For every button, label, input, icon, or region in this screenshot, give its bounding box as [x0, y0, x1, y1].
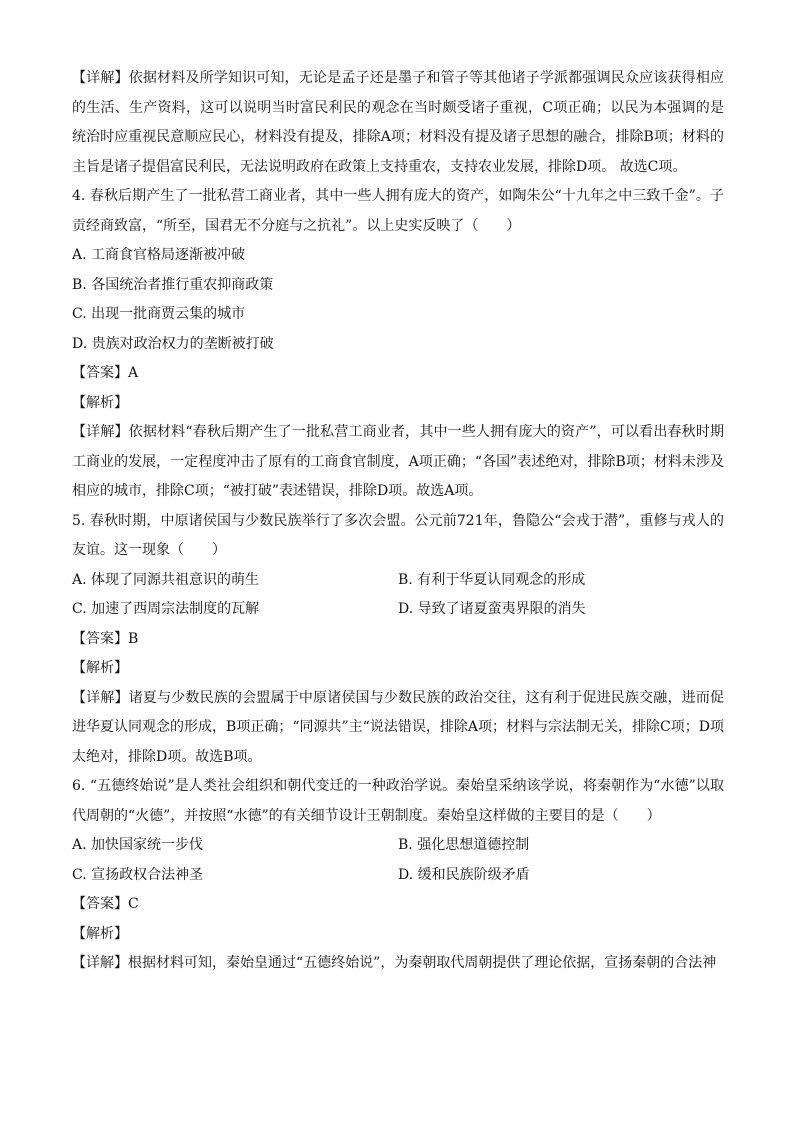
q3-explanation: 【详解】依据材料及所学知识可知，无论是孟子还是墨子和管子等其他诸子学派都强调民众应该获得相应的生活、生产资料，这可以说明当时富民利民的观念在当时颇受诸子重视，C项正确；以民为本强调的是统治时应重视民意顺应民心，材料没有提及，排除A项；材料没有提及诸子思想的融合，排除B项；材料的主旨是诸子提倡富民利民，无法说明政府在政策上支持重农，支持农业发展，排除D项。 故选C项。: [72, 70, 724, 175]
q5-option-b: B. 有利于华夏认同观念的形成: [398, 571, 586, 588]
q6-option-d: D. 缓和民族阶级矛盾: [398, 866, 530, 883]
q6-option-c: C. 宣扬政权合法神圣: [72, 866, 204, 883]
q4-analysis-label: 【解析】: [72, 394, 128, 411]
q6-option-b: B. 强化思想道德控制: [398, 837, 530, 853]
q4-option-d: D. 贵族对政治权力的垄断被打破: [72, 335, 274, 352]
q5-analysis-label: 【解析】: [72, 660, 128, 676]
q6-option-a: A. 加快国家统一步伐: [72, 837, 204, 853]
q6-explanation: 【详解】根据材料可知，秦始皇通过“五德终始说”，为秦朝取代周朝提供了理论依据，宣扬秦朝的合法神: [72, 955, 717, 971]
q6-options-row-2: [72, 861, 724, 891]
q6-analysis-label: 【解析】: [72, 925, 128, 942]
q6-answer: 【答案】C: [72, 896, 139, 912]
q6-stem: 6. “五德终始说”是人类社会组织和朝代变迁的一种政治学说。秦始皇采纳该学说，将秦朝作为“水德”以取代周朝的“火德”，并按照“水德”的有关细节设计王朝制度。秦始皇这样做的主要目的是（ ）: [72, 778, 724, 824]
q5-options-row-2: [72, 595, 724, 625]
q5-explanation: 【详解】诸夏与少数民族的会盟属于中原诸侯国与少数民族的政治交往，这有利于促进民族交融，进而促进华夏认同观念的形成，B项正确；“同源共”主“说法错误，排除A项；材料与宗法制无关，排除C项；D项太绝对，排除D项。故选B项。: [72, 689, 724, 765]
q5-options-row-1: [72, 566, 724, 596]
q4-option-a: A. 工商食官格局逐渐被冲破: [72, 247, 246, 263]
q5-option-d: D. 导致了诸夏蛮夷界限的消失: [398, 601, 586, 617]
q4-explanation: 【详解】依据材料“春秋后期产生了一批私营工商业者，其中一些人拥有庞大的资产”，可以看出春秋时期工商业的发展，一定程度冲击了原有的工商食官制度，A项正确；“各国”表述绝对，排除B项；材料未涉及相应的城市，排除C项；“被打破”表述错误，排除D项。故选A项。: [72, 424, 724, 499]
q5-option-c: C. 加速了西周宗法制度的瓦解: [72, 601, 260, 617]
q4-answer: 【答案】A: [72, 365, 139, 381]
q4-option-c: C. 出现一批商贾云集的城市: [72, 306, 246, 322]
q5-option-a: A. 体现了同源共祖意识的萌生: [72, 571, 260, 588]
document-page: [72, 64, 724, 979]
q5-stem: 5. 春秋时期，中原诸侯国与少数民族举行了多次会盟。公元前721年，鲁隐公“会戎于潜”，重修与戎人的友谊。这一现象（ ）: [72, 512, 724, 558]
q5-answer: 【答案】B: [72, 630, 139, 647]
q4-stem: 4. 春秋后期产生了一批私营工商业者，其中一些人拥有庞大的资产，如陶朱公“十九年之中三致千金”。子贡经商致富，“所至，国君无不分庭与之抗礼”。以上史实反映了（ ）: [72, 188, 724, 234]
q6-options-row-1: [72, 831, 724, 861]
q4-option-b: B. 各国统治者推行重农抑商政策: [72, 276, 274, 293]
